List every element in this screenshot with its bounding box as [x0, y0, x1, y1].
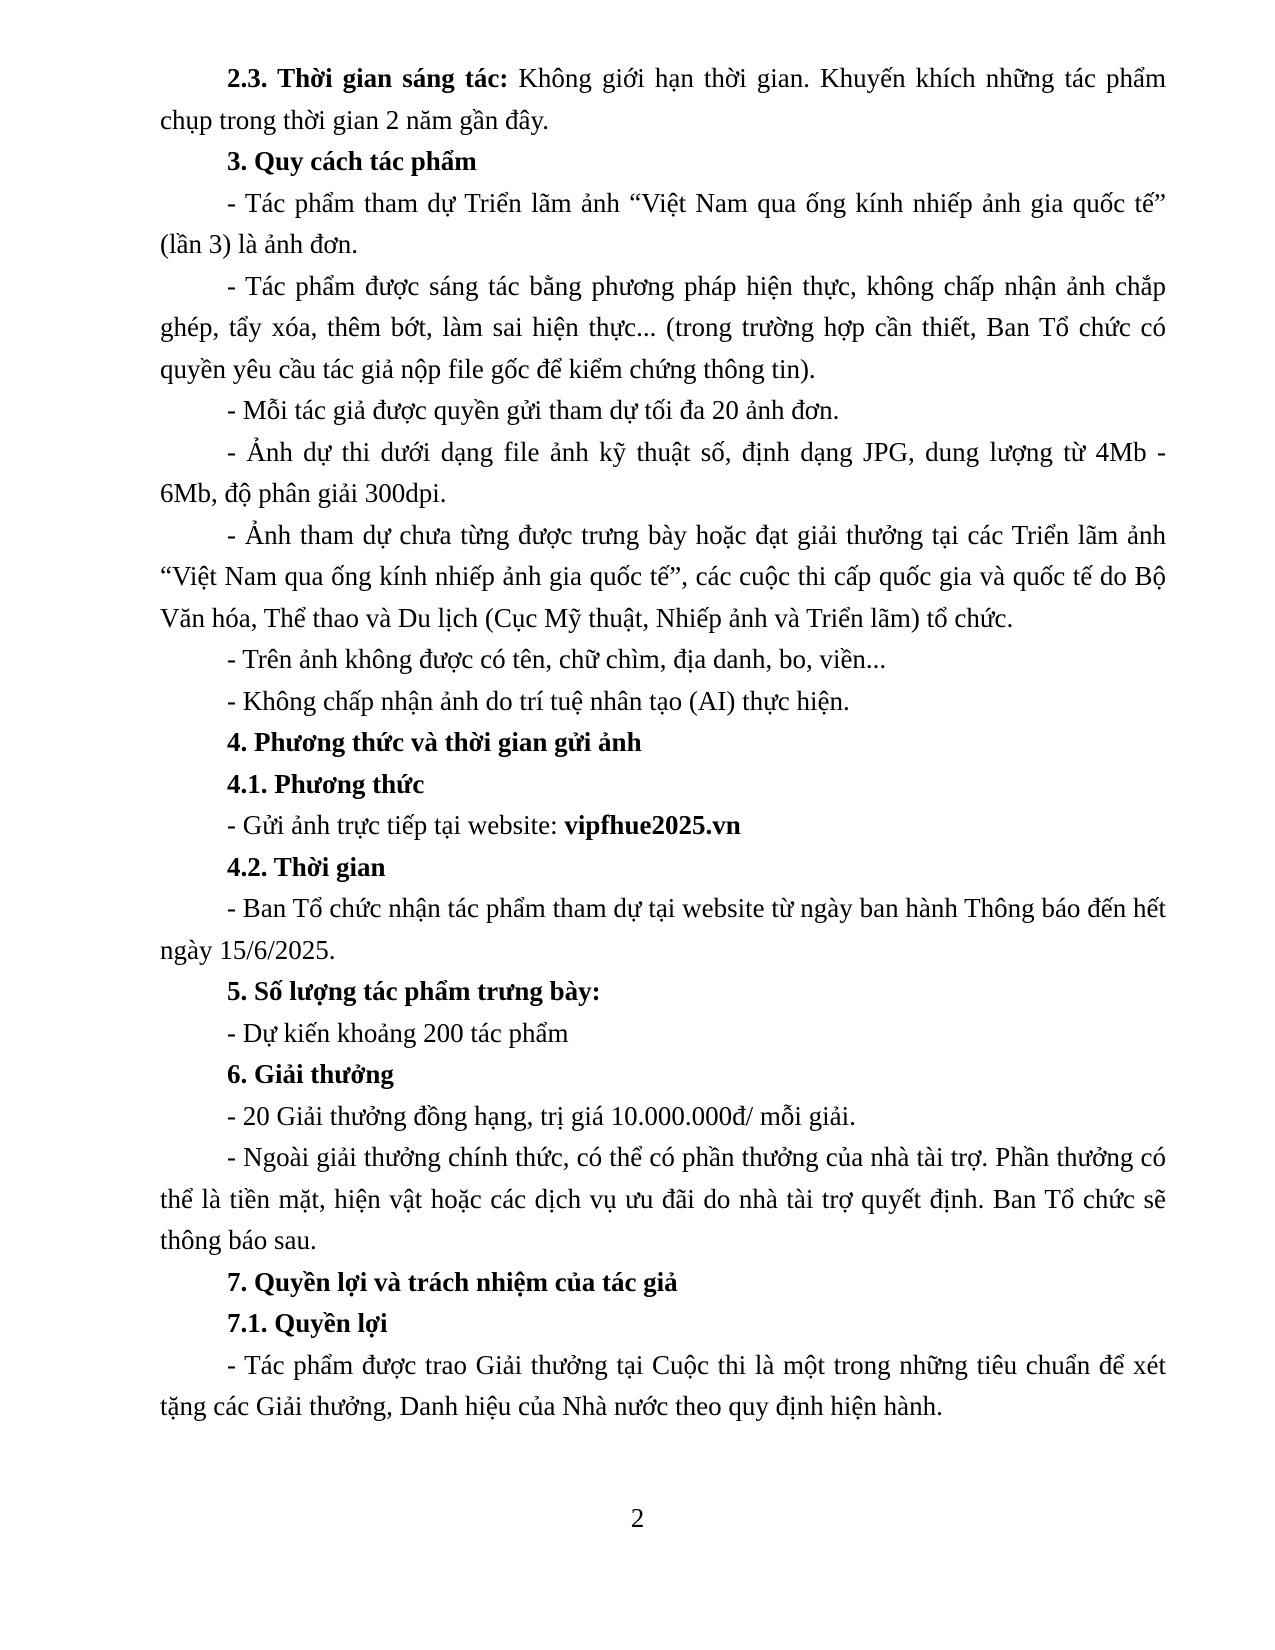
- section-3-item: - Ảnh dự thi dưới dạng file ảnh kỹ thuật số, định dạng JPG, dung lượng từ 4Mb - 6Mb, độ phân giải 300dpi.: [160, 436, 1166, 508]
- section-4-1-text: - Gửi ảnh trực tiếp tại website:: [227, 810, 565, 840]
- section-3-item: - Trên ảnh không được có tên, chữ chìm, địa danh, bo, viền...: [227, 644, 887, 674]
- section-3-heading: 3. Quy cách tác phẩm: [227, 146, 477, 176]
- section-3-item: - Mỗi tác giả được quyền gửi tham dự tối đa 20 ảnh đơn.: [227, 395, 840, 425]
- section-6-item: - 20 Giải thưởng đồng hạng, trị giá 10.000.000đ/ mỗi giải.: [227, 1100, 856, 1131]
- section-3-item: - Tác phẩm được sáng tác bằng phương pháp hiện thực, không chấp nhận ảnh chắp ghép, tẩy xóa, thêm bớt, làm sai hiện thực... (trong trường hợp cần thiết, Ban Tổ chức có quyền yêu cầu tác giả nộp file gốc để kiểm chứng thông tin).: [160, 270, 1166, 384]
- section-5-text: - Dự kiến khoảng 200 tác phẩm: [227, 1017, 569, 1048]
- section-4-1-paragraph: [160, 805, 1166, 847]
- section-6-heading: 6. Giải thưởng: [227, 1059, 394, 1089]
- section-7-1-text: - Tác phẩm được trao Giải thưởng tại Cuộc thi là một trong những tiêu chuẩn để xét tặng các Giải thưởng, Danh hiệu của Nhà nước theo quy định hiện hành.: [160, 1349, 1166, 1421]
- section-2-3-text: Không giới hạn thời gian. Khuyến khích những tác phẩm chụp trong thời gian 2 năm gần đây.: [160, 63, 1166, 135]
- section-4-1-heading: 4.1. Phương thức: [227, 768, 425, 799]
- section-3-item: - Tác phẩm tham dự Triển lãm ảnh “Việt Nam qua ống kính nhiếp ảnh gia quốc tế” (lần 3) là ảnh đơn.: [160, 187, 1166, 259]
- document-body: [160, 58, 1166, 1428]
- website-link[interactable]: vipfhue2025.vn: [564, 810, 741, 840]
- section-7-heading: 7. Quyền lợi và trách nhiệm của tác giả: [227, 1266, 678, 1297]
- section-4-2-heading: 4.2. Thời gian: [227, 851, 386, 882]
- section-4-2-text: - Ban Tổ chức nhận tác phẩm tham dự tại website từ ngày ban hành Thông báo đến hết ngày 15/6/2025.: [160, 893, 1166, 965]
- section-5-heading: 5. Số lượng tác phẩm trưng bày:: [227, 976, 601, 1006]
- section-7-1-heading: 7.1. Quyền lợi: [227, 1308, 388, 1338]
- section-4-heading: 4. Phương thức và thời gian gửi ảnh: [227, 727, 642, 757]
- section-2-3-heading: 2.3. Thời gian sáng tác:: [227, 63, 509, 93]
- page-number: 2: [630, 1503, 645, 1533]
- section-3-item: - Không chấp nhận ảnh do trí tuệ nhân tạo (AI) thực hiện.: [227, 685, 850, 716]
- section-3-item: - Ảnh tham dự chưa từng được trưng bày hoặc đạt giải thưởng tại các Triển lãm ảnh “Việt Nam qua ống kính nhiếp ảnh gia quốc tế”, các cuộc thi cấp quốc gia và quốc tế do Bộ Văn hóa, Thể thao và Du lịch (Cục Mỹ thuật, Nhiếp ảnh và Triển lãm) tổ chức.: [160, 519, 1166, 633]
- section-6-item: - Ngoài giải thưởng chính thức, có thể có phần thưởng của nhà tài trợ. Phần thưởng có thể là tiền mặt, hiện vật hoặc các dịch vụ ưu đãi do nhà tài trợ quyết định. Ban Tổ chức sẽ thông báo sau.: [160, 1142, 1166, 1255]
- section-2-3-paragraph: [160, 58, 1166, 141]
